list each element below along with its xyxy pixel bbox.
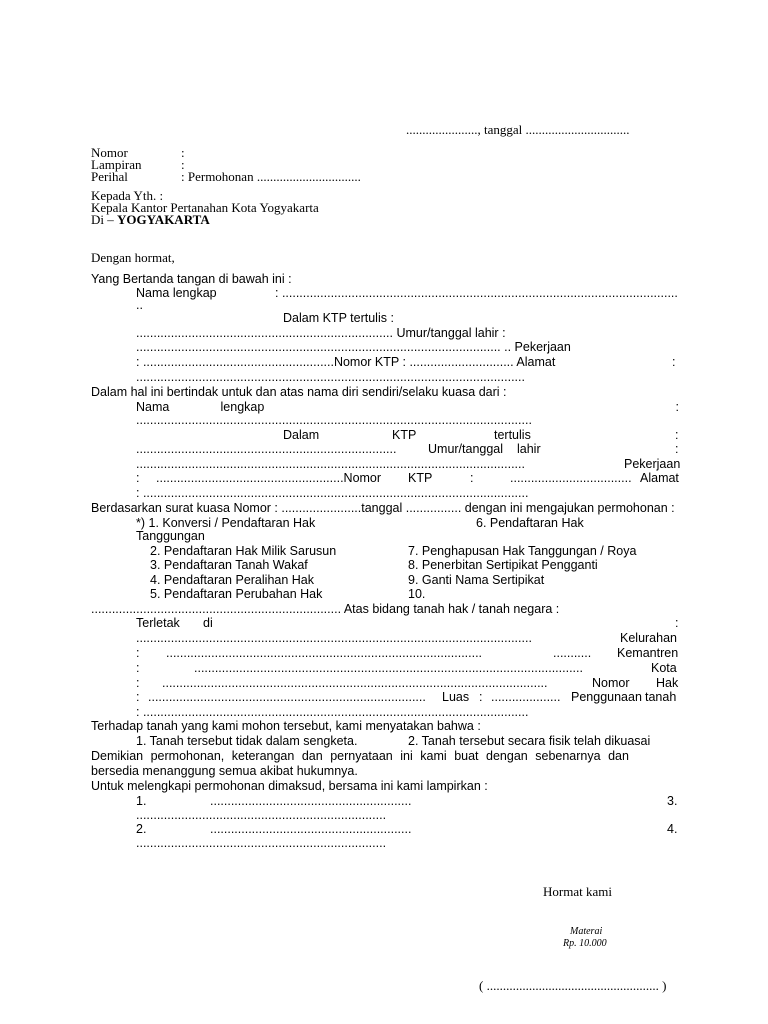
behalf-nama-b: lengkap [220, 400, 265, 414]
option-6: 6. Pendaftaran Hak [476, 516, 584, 530]
demikian-word: Demikian [91, 749, 144, 763]
hak-label: Hak [656, 676, 679, 690]
demikian-word: dengan [486, 749, 528, 763]
lampiran-label: Lampiran [91, 157, 142, 172]
nomor-label: Nomor [592, 676, 630, 690]
statement-2: 2. Tanah tersebut secara fisik telah dikuasai [408, 734, 651, 748]
attachment-1-wrap: ........................................................................ [136, 808, 387, 822]
behalf-nama-a: Nama [136, 400, 170, 414]
nomor-value: : [181, 145, 185, 160]
option-2: 2. Pendaftaran Hak Milik Sarusun [150, 544, 337, 558]
kuasa-line: Berdasarkan surat kuasa Nomor : .......................tanggal ................ dengan ini mengajukan permohonan : [91, 501, 675, 515]
materai-label: Materai [570, 926, 603, 937]
statement-1: 1. Tanah tersebut tidak dalam sengketa. [136, 734, 358, 748]
option-9: 9. Ganti Nama Sertipikat [408, 573, 545, 587]
nomor-ktp-line: : .......................................................Nomor KTP : .............................. Alamat [136, 355, 556, 369]
behalf-ktp-colon: : [675, 428, 679, 442]
behalf-umur-b: lahir [517, 442, 541, 456]
kota-dots: ................................................................................................................ [194, 661, 583, 675]
alamat-dots: ................................................................................................................ [136, 370, 525, 384]
behalf-ktp-a: Dalam [283, 428, 320, 442]
behalf-dots1: .................................................................................................................. [136, 413, 532, 427]
attachment-2-wrap: ........................................................................ [136, 836, 387, 850]
materai-amount: Rp. 10.000 [563, 938, 607, 949]
perihal-value: : Permohonan ................................ [181, 169, 361, 184]
perihal-label: Perihal [91, 169, 128, 184]
demikian-word: pernyataan [330, 749, 393, 763]
nama-wrap: .. [136, 298, 143, 312]
attachment-1-num: 1. [136, 794, 147, 808]
luas-label: Luas [442, 690, 470, 704]
attachment-4-num: 4. [667, 822, 678, 836]
option-1-wrap: Tanggungan [136, 529, 205, 543]
behalf-umur-dots: ........................................................................... [136, 442, 397, 456]
demikian-word: keterangan [231, 749, 295, 763]
demikian-word: kami [420, 749, 447, 763]
di-prefix: Di – [91, 212, 117, 227]
atas-bidang-line: ........................................................................ Atas bidang tanah hak / tanah negara : [91, 602, 560, 616]
penggunaan-dots: : ............................................................................................................... [136, 705, 529, 719]
demikian-word: sebenarnya [535, 749, 601, 763]
lampiran-value: : [181, 157, 185, 172]
applicant-intro: Yang Bertanda tangan di bawah ini : [91, 272, 292, 286]
luas-dots: ................................................................................ [148, 690, 426, 704]
demikian-word: dan [301, 749, 323, 763]
option-5: 5. Pendaftaran Perubahan Hak [150, 587, 323, 601]
behalf-alamat-dots: : ............................................................................................................... [136, 486, 529, 500]
option-8: 8. Penerbitan Sertipikat Pengganti [408, 558, 598, 572]
pekerjaan-line: ......................................................................................................... .. Pekerjaan [136, 340, 571, 354]
hormat-kami: Hormat kami [543, 884, 612, 899]
kemantren-dots2: ........... [553, 646, 592, 660]
city-name: YOGYAKARTA [117, 212, 210, 227]
nama-lengkap-label: Nama lengkap [136, 286, 217, 300]
behalf-nomor-a: : [136, 471, 140, 485]
hak-dots: ............................................................................................................... [162, 676, 548, 690]
nomor-label: Nomor [91, 145, 128, 160]
penggunaan-label: Penggunaan [571, 690, 642, 704]
luas-colon2: : [479, 690, 483, 704]
demikian-word: permohonan, [150, 749, 225, 763]
kemantren-label: Kemantren [617, 646, 679, 660]
umur-line: .......................................................................... Umur/tanggal lahir : [136, 326, 506, 340]
terletak-colon: : [675, 616, 679, 630]
behalf-ktp-b: KTP [392, 428, 417, 442]
kota-colon: : [136, 661, 140, 675]
behalf-umur-a: Umur/tanggal [428, 442, 504, 456]
attachment-3-num: 3. [667, 794, 678, 808]
nama-lengkap-dots: : .................................................................................................................. [275, 286, 678, 300]
option-3: 3. Pendaftaran Tanah Wakaf [150, 558, 308, 572]
behalf-umur-colon: : [675, 442, 679, 456]
behalf-nama-colon: : [675, 400, 679, 414]
demikian-word: buat [454, 749, 479, 763]
greeting: Dengan hormat, [91, 250, 175, 265]
statement-intro: Terhadap tanah yang kami mohon tersebut, kami menyatakan bahwa : [91, 719, 481, 733]
behalf-nomor-c: KTP [408, 471, 433, 485]
kemantren-dots: ........................................................................................... [166, 646, 483, 660]
kelurahan-label: Kelurahan [620, 631, 677, 645]
addressee-line1: Kepada Yth. : [91, 188, 164, 203]
kelurahan-dots: .................................................................................................................. [136, 631, 532, 645]
behalf-pekerjaan-dots: ................................................................................................................ [136, 457, 525, 471]
option-10: 10. [408, 587, 426, 601]
behalf-nomor-d: : [470, 471, 474, 485]
kemantren-colon: : [136, 646, 140, 660]
hak-colon: : [136, 676, 140, 690]
option-1: *) 1. Konversi / Pendaftaran Hak [136, 516, 316, 530]
behalf-intro: Dalam hal ini bertindak untuk dan atas nama diri sendiri/selaku kuasa dari : [91, 385, 507, 399]
lampiran-intro: Untuk melengkapi permohonan dimaksud, bersama ini kami lampirkan : [91, 779, 488, 793]
demikian-word: ini [400, 749, 413, 763]
kota-label: Kota [651, 661, 677, 675]
luas-colon: : [136, 690, 140, 704]
behalf-nomor-e: ................................... [510, 471, 632, 485]
behalf-pekerjaan-label: Pekerjaan [624, 457, 681, 471]
demikian-line2: bersedia menanggung semua akibat hukumnya. [91, 764, 358, 778]
luas-dots2: .................... [491, 690, 561, 704]
behalf-ktp-c: tertulis [494, 428, 531, 442]
attachment-1-dots: .......................................................... [210, 794, 412, 808]
option-4: 4. Pendaftaran Peralihan Hak [150, 573, 314, 587]
attachment-2-dots: .......................................................... [210, 822, 412, 836]
terletak-di: di [203, 616, 213, 630]
behalf-nama-row [136, 400, 679, 414]
demikian-line [91, 749, 629, 763]
attachment-2-num: 2. [136, 822, 147, 836]
terletak-label: Terletak [136, 616, 180, 630]
nomor-ktp-colon: : [672, 355, 676, 369]
date-line: ......................, tanggal ................................ [406, 122, 630, 137]
option-7: 7. Penghapusan Hak Tanggungan / Roya [408, 544, 637, 558]
addressee-city-line [91, 213, 210, 227]
addressee-line2: Kepala Kantor Pertanahan Kota Yogyakarta [91, 200, 319, 215]
tanah-label: tanah [645, 690, 677, 704]
demikian-word: dan [608, 749, 629, 763]
behalf-nomor-b: ......................................................Nomor [156, 471, 382, 485]
behalf-nomor-f: Alamat [640, 471, 679, 485]
signature-line: ( ..................................................... ) [479, 978, 667, 993]
ktp-line: Dalam KTP tertulis : [283, 311, 394, 325]
